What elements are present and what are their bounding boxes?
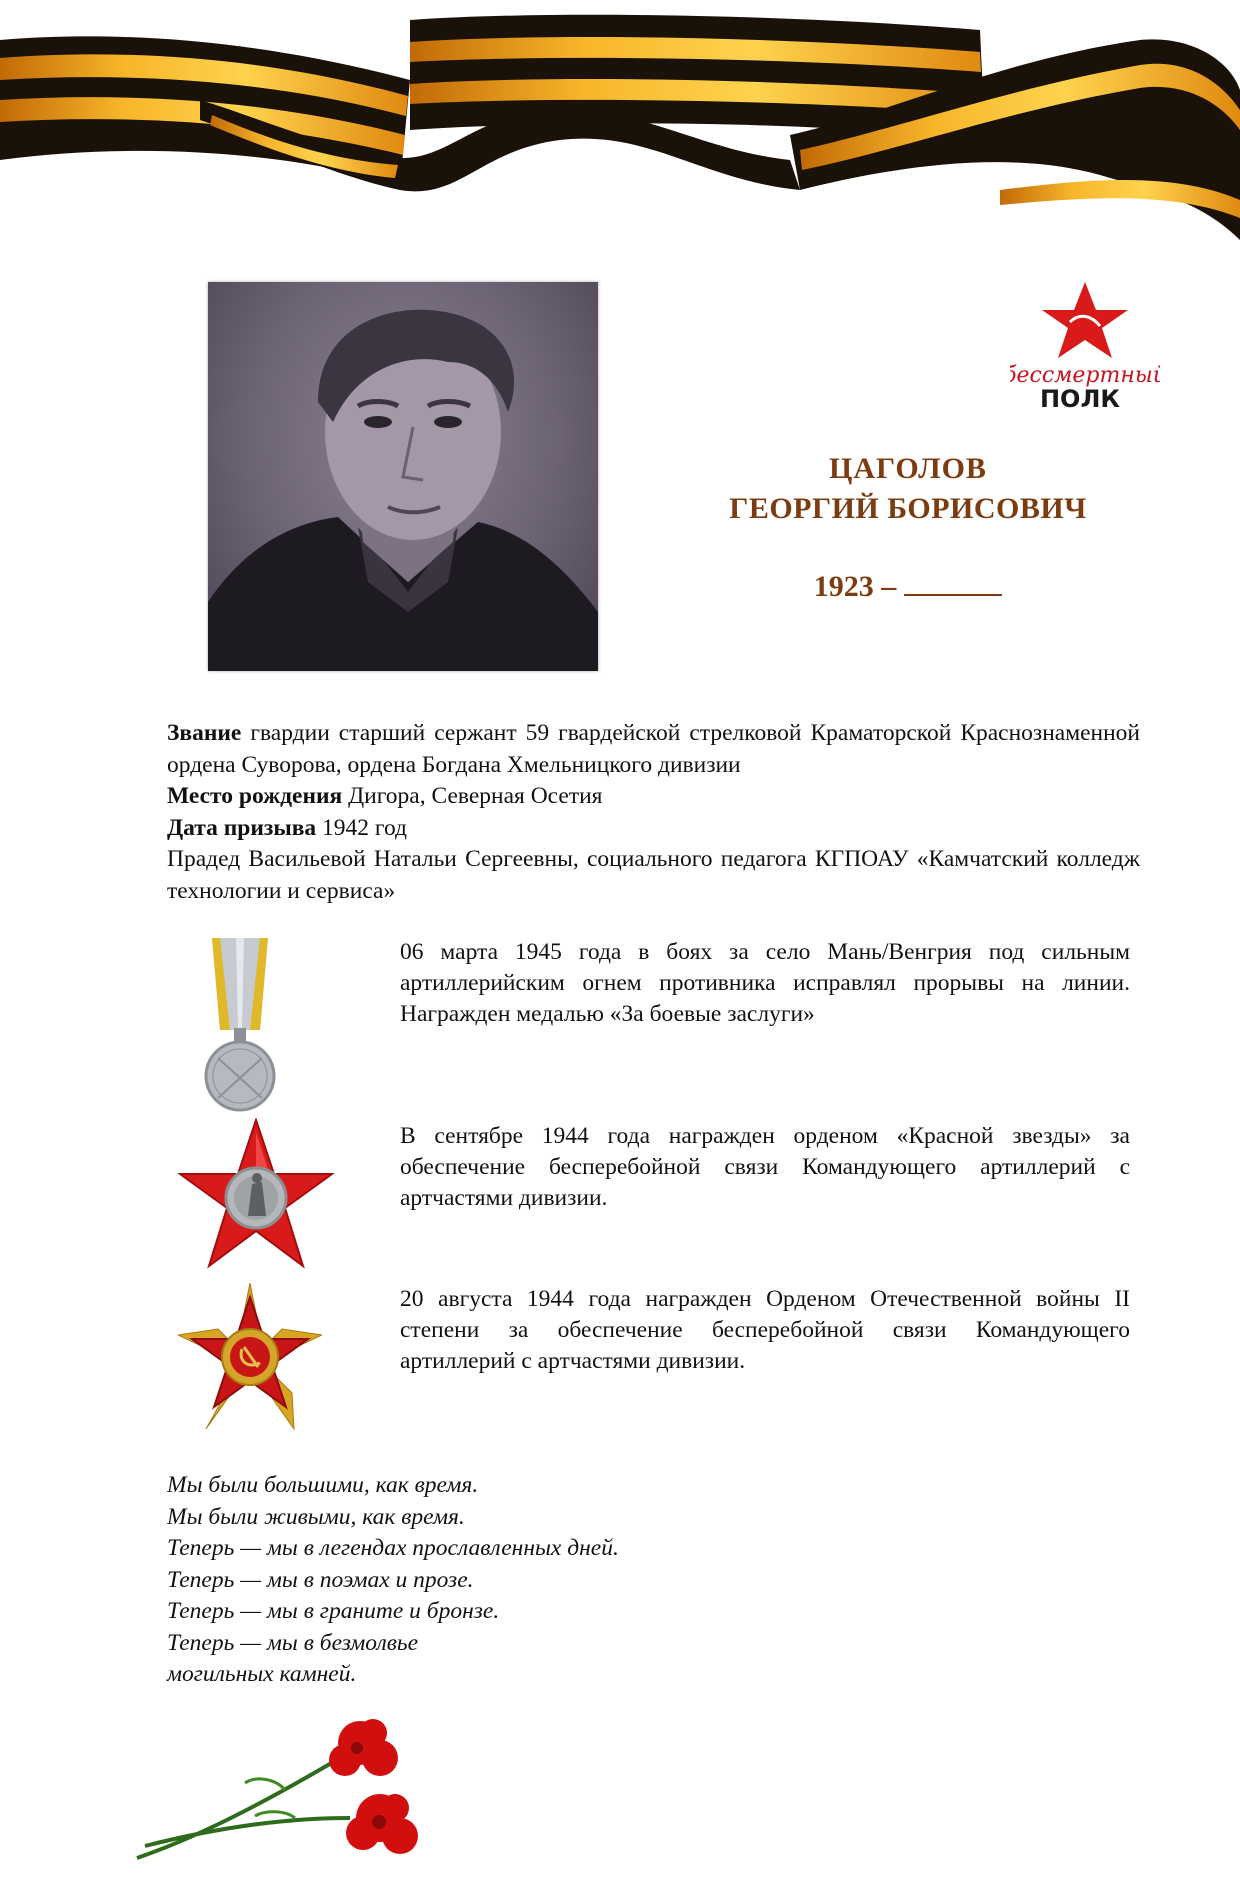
conscription-label: Дата призыва [167,814,317,841]
birthplace-line [167,781,1140,813]
poem-line: могильных камней. [167,1661,357,1687]
poem-line: Теперь — мы в легендах прославленных дней. [167,1535,619,1561]
poem-line: Теперь — мы в поэмах и прозе. [167,1566,474,1593]
red-carnations-image [135,1718,425,1868]
birthplace-value: Дигора, Северная Осетия [342,783,603,809]
award-description-3: 20 августа 1944 года награжден Орденом Отечественной войны II степени за обеспечение бесперебойной связи Командующего артиллерий с артчастями дивизии. [400,1286,1130,1374]
combat-merit-medal-icon [190,938,290,1113]
award-description-1: 06 марта 1945 года в боях за село Мань/Венгрия под сильным артиллерийским огнем противника исправлял прорывы на линии. Награжден медалью «За боевые заслуги» [400,939,1130,1027]
logo-text-bottom: ПОЛК [1039,385,1121,412]
rank-value: гвардии старший сержант 59 гвардейской стрелковой Краматорской Краснознаменной ордена Суворова, ордена Богдана Хмельницкого дивизии [167,720,1140,778]
surname-title: ЦАГОЛОВ [829,452,987,485]
poem [167,1470,619,1691]
portrait-photo [208,282,598,671]
rank-label: Звание [167,720,242,746]
death-year-blank [904,568,1002,596]
poem-line: Теперь — мы в граните и бронзе. [167,1598,500,1624]
patriotic-war-order-icon [178,1283,322,1433]
logo-text-top: бессмертный [1010,363,1160,388]
life-years [688,568,1128,604]
birth-year: 1923 – [813,570,897,603]
given-names-title: ГЕОРГИЙ БОРИСОВИЧ [729,492,1087,525]
birthplace-label: Место рождения [167,783,343,809]
poem-line: Теперь — мы в безмолвье [167,1629,419,1656]
conscription-line [167,813,1140,845]
award-description-2: В сентябре 1944 года награжден орденом «Красной звезды» за обеспечение бесперебойной связи Командующего артиллерий с артчастями дивизии. [400,1123,1130,1211]
immortal-regiment-logo [1010,282,1160,412]
conscription-value: 1942 год [316,814,407,841]
relation-line: Прадед Васильевой Натальи Сергеевны, социального педагога КГПОАУ «Камчатский колледж технологии и сервиса» [167,846,1140,904]
st-george-ribbon [0,0,1240,250]
rank-line [167,718,1140,781]
poem-line: Мы были живыми, как время. [167,1503,465,1530]
red-star-order-icon [178,1118,334,1270]
service-info [167,718,1140,907]
poem-line: Мы были большими, как время. [167,1472,479,1498]
